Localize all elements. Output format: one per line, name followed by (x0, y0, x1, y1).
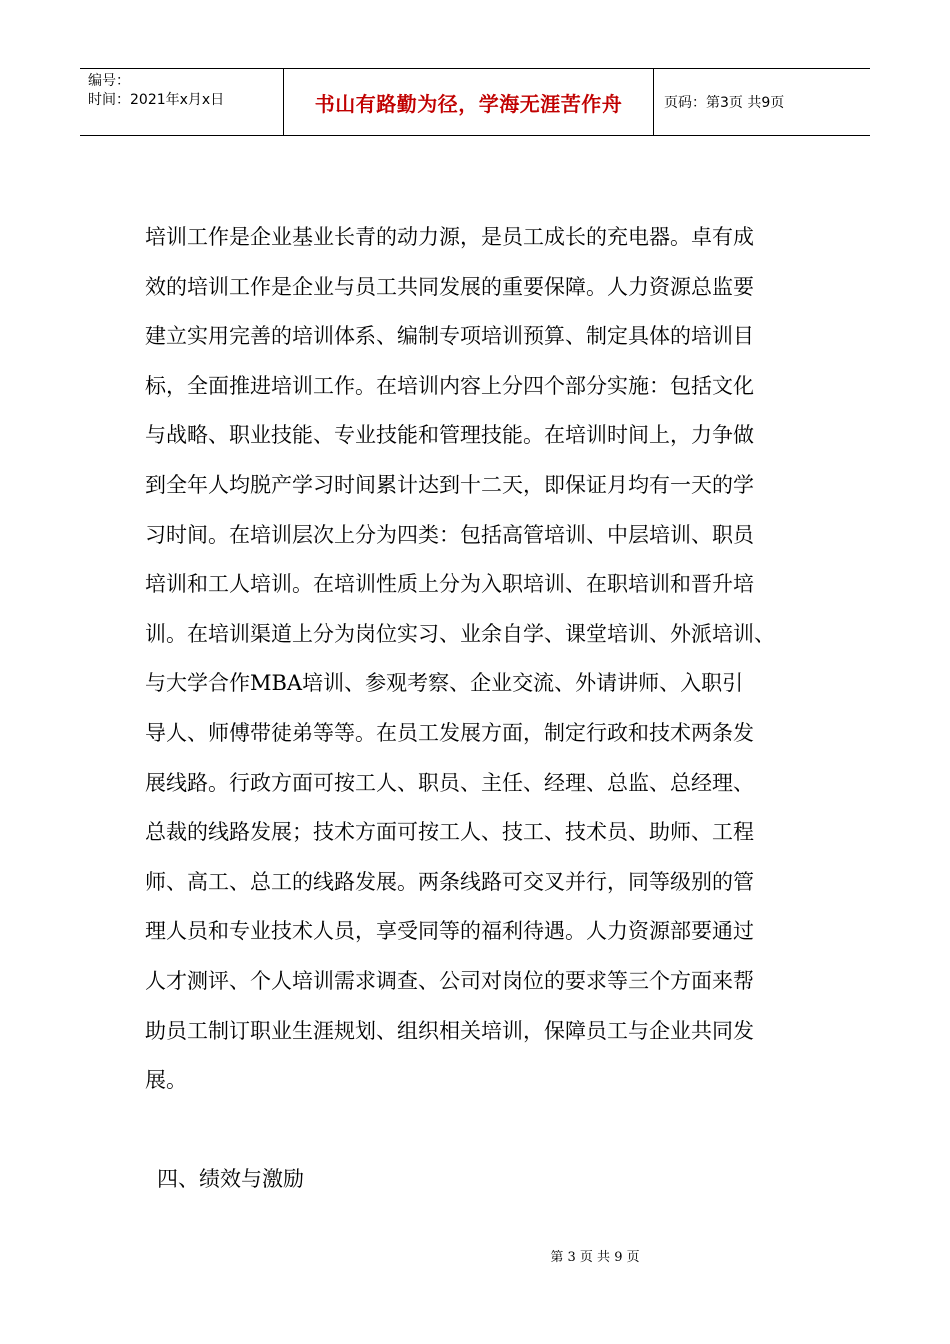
header-meta-cell (80, 69, 284, 135)
footer-page-number: 第 3 页 共 9 页 (550, 1250, 640, 1265)
document-header (80, 68, 870, 136)
paragraph-line: 人才测评、个人培训需求调查、公司对岗位的要求等三个方面来帮 (145, 968, 754, 993)
paragraph-line: 与大学合作MBA培训、参观考察、企业交流、外请讲师、入职引 (145, 671, 744, 696)
paragraph-line: 效的培训工作是企业与员工共同发展的重要保障。人力资源总监要 (145, 274, 754, 299)
header-motto: 书山有路勤为径，学海无涯苦作舟 (314, 91, 623, 116)
body-paragraph (145, 213, 835, 1106)
document-date-label: 时间：2021年x月x日 (88, 92, 225, 108)
paragraph-line: 理人员和专业技术人员，享受同等的福利待遇。人力资源部要通过 (145, 919, 754, 944)
paragraph-line: 师、高工、总工的线路发展。两条线路可交叉并行，同等级别的管 (145, 869, 754, 894)
paragraph-line: 训。在培训渠道上分为岗位实习、业余自学、课堂培训、外派培训、 (145, 621, 775, 646)
header-motto-cell (284, 69, 654, 135)
header-page-info: 页码：第3页 共9页 (664, 95, 785, 111)
paragraph-line: 标，全面推进培训工作。在培训内容上分四个部分实施：包括文化 (145, 373, 754, 398)
paragraph-line: 到全年人均脱产学习时间累计达到十二天，即保证月均有一天的学 (145, 472, 754, 497)
page-footer (0, 1246, 950, 1265)
paragraph-line: 展。 (145, 1068, 187, 1093)
document-number-label: 编号： (88, 73, 130, 89)
paragraph-line: 助员工制订职业生涯规划、组织相关培训，保障员工与企业共同发 (145, 1018, 754, 1043)
paragraph-line: 展线路。行政方面可按工人、职员、主任、经理、总监、总经理、 (145, 770, 754, 795)
paragraph-line: 导人、师傅带徒弟等等。在员工发展方面，制定行政和技术两条发 (145, 720, 754, 745)
section-heading: 四、绩效与激励 (157, 1167, 304, 1191)
paragraph-line: 培训和工人培训。在培训性质上分为入职培训、在职培训和晋升培 (145, 572, 754, 597)
paragraph-line: 建立实用完善的培训体系、编制专项培训预算、制定具体的培训目 (145, 324, 754, 349)
paragraph-line: 总裁的线路发展；技术方面可按工人、技工、技术员、助师、工程 (145, 820, 754, 845)
paragraph-line: 培训工作是企业基业长青的动力源，是员工成长的充电器。卓有成 (145, 225, 754, 249)
header-page-cell (654, 69, 870, 135)
paragraph-line: 与战略、职业技能、专业技能和管理技能。在培训时间上，力争做 (145, 423, 754, 448)
paragraph-line: 习时间。在培训层次上分为四类：包括高管培训、中层培训、职员 (145, 522, 754, 547)
